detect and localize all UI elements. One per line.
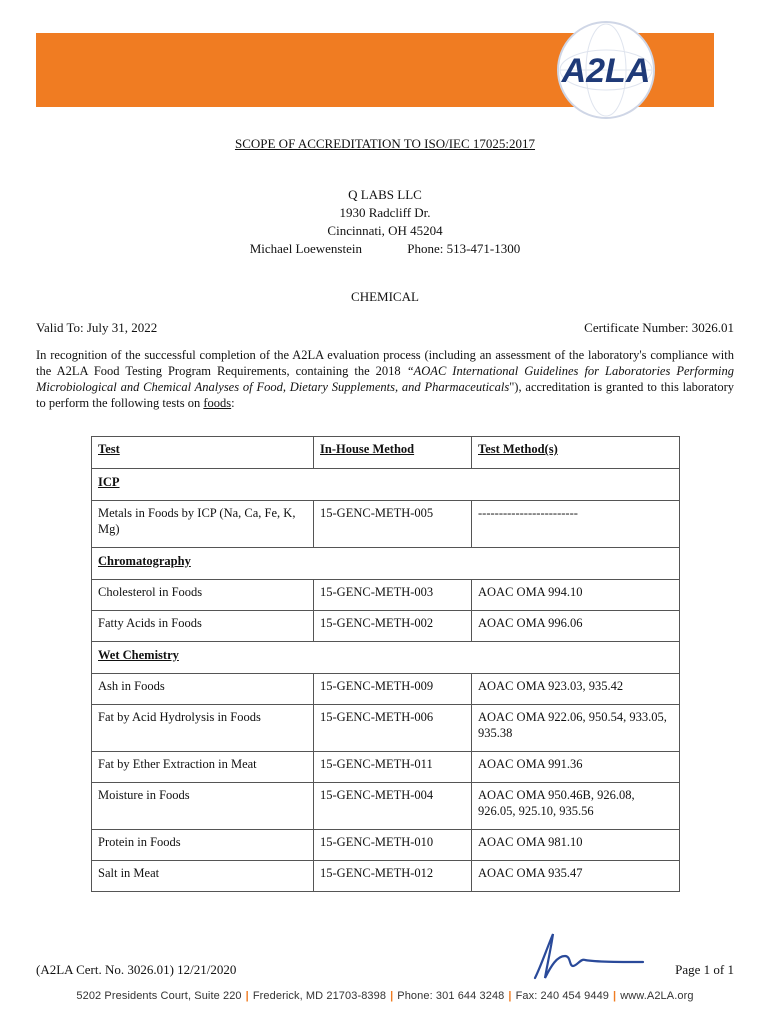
cell-test: Moisture in Foods [92, 783, 314, 830]
cell-test-methods: AOAC OMA 950.46B, 926.08, 926.05, 925.10, 935.56 [472, 783, 680, 830]
separator: | [613, 990, 617, 1002]
table-row [92, 752, 680, 783]
table-row [92, 783, 680, 830]
cell-test: Metals in Foods by ICP (Na, Ca, Fe, K, Mg) [92, 501, 314, 548]
cell-test: Salt in Meat [92, 861, 314, 892]
table-row [92, 830, 680, 861]
contact-fax: Fax: 240 454 9449 [515, 990, 610, 1002]
table-row [92, 861, 680, 892]
intro-italic: “AOAC International Guidelines for Laboratories Performing Microbiological and Chemical Analyses of Food, Dietary Supplements, and Pharmaceuticals [36, 364, 734, 394]
cell-in-house-method: 15-GENC-METH-002 [314, 611, 472, 642]
table-row [92, 580, 680, 611]
contact-city: Frederick, MD 21703-8398 [252, 990, 387, 1002]
table-row [92, 611, 680, 642]
cell-test: Fatty Acids in Foods [92, 611, 314, 642]
cell-in-house-method: 15-GENC-METH-011 [314, 752, 472, 783]
table-row [92, 705, 680, 752]
website-link[interactable]: www.A2LA.org [620, 990, 694, 1002]
scope-table [91, 436, 680, 892]
table-row [92, 501, 680, 548]
section-row [92, 469, 680, 501]
cell-in-house-method: 15-GENC-METH-012 [314, 861, 472, 892]
contact-row [0, 240, 770, 258]
cell-test-methods: AOAC OMA 981.10 [472, 830, 680, 861]
intro-text-3: : [231, 396, 235, 410]
section-row [92, 642, 680, 674]
cell-in-house-method: 15-GENC-METH-006 [314, 705, 472, 752]
cell-test: Protein in Foods [92, 830, 314, 861]
cell-in-house-method: 15-GENC-METH-009 [314, 674, 472, 705]
cell-test-methods: AOAC OMA 994.10 [472, 580, 680, 611]
cell-in-house-method: 15-GENC-METH-003 [314, 580, 472, 611]
header-in-house-method: In-House Method [314, 437, 472, 469]
header-test: Test [92, 437, 314, 469]
contact-bar [30, 990, 740, 1002]
section-heading: ICP [92, 469, 680, 501]
cell-test-methods: ------------------------ [472, 501, 680, 548]
intro-paragraph [36, 347, 734, 411]
cell-in-house-method: 15-GENC-METH-005 [314, 501, 472, 548]
field-heading: CHEMICAL [351, 289, 419, 304]
valid-to: Valid To: July 31, 2022 [36, 320, 158, 335]
cell-in-house-method: 15-GENC-METH-004 [314, 783, 472, 830]
contact-phone-bar: Phone: 301 644 3248 [397, 990, 505, 1002]
svg-text:A2LA: A2LA [561, 52, 651, 90]
organization-name: Q LABS LLC [348, 187, 422, 202]
cell-test-methods: AOAC OMA 991.36 [472, 752, 680, 783]
separator: | [390, 990, 394, 1002]
section-heading: Wet Chemistry [92, 642, 680, 674]
cell-test: Fat by Acid Hydrolysis in Foods [92, 705, 314, 752]
separator: | [245, 990, 249, 1002]
contact-name: Michael Loewenstein [249, 241, 362, 256]
section-row [92, 548, 680, 580]
intro-text-2: "), accreditation is granted to this laboratory to perform the following tests on [36, 380, 734, 410]
certificate-number: Certificate Number: 3026.01 [584, 320, 734, 335]
header-test-methods: Test Method(s) [472, 437, 680, 469]
address-line-2: Cincinnati, OH 45204 [327, 223, 443, 238]
intro-text-1: In recognition of the successful completion of the A2LA evaluation process (including an assessment of the laboratory's compliance with the A2LA Food Testing Program Requirements, containing the 2018 [36, 348, 734, 378]
page-title: SCOPE OF ACCREDITATION TO ISO/IEC 17025:2017 [234, 136, 536, 151]
page-number: Page 1 of 1 [675, 962, 734, 977]
cert-reference: (A2LA Cert. No. 3026.01) 12/21/2020 [36, 962, 237, 977]
address-line-1: 1930 Radcliff Dr. [339, 205, 431, 220]
cell-test-methods: AOAC OMA 922.06, 950.54, 933.05, 935.38 [472, 705, 680, 752]
contact-address: 5202 Presidents Court, Suite 220 [76, 990, 242, 1002]
cell-test: Fat by Ether Extraction in Meat [92, 752, 314, 783]
cell-test-methods: AOAC OMA 935.47 [472, 861, 680, 892]
intro-underlined: foods [203, 396, 232, 410]
cell-test: Ash in Foods [92, 674, 314, 705]
cell-in-house-method: 15-GENC-METH-010 [314, 830, 472, 861]
signature [527, 926, 645, 984]
scope-table-body [92, 469, 680, 892]
cell-test-methods: AOAC OMA 996.06 [472, 611, 680, 642]
cell-test-methods: AOAC OMA 923.03, 935.42 [472, 674, 680, 705]
organization-block [0, 186, 770, 258]
a2la-logo [556, 20, 656, 120]
table-row [92, 674, 680, 705]
cell-test: Cholesterol in Foods [92, 580, 314, 611]
contact-phone: Phone: 513-471-1300 [407, 241, 521, 256]
section-heading: Chromatography [92, 548, 680, 580]
separator: | [508, 990, 512, 1002]
table-header-row [92, 437, 680, 469]
